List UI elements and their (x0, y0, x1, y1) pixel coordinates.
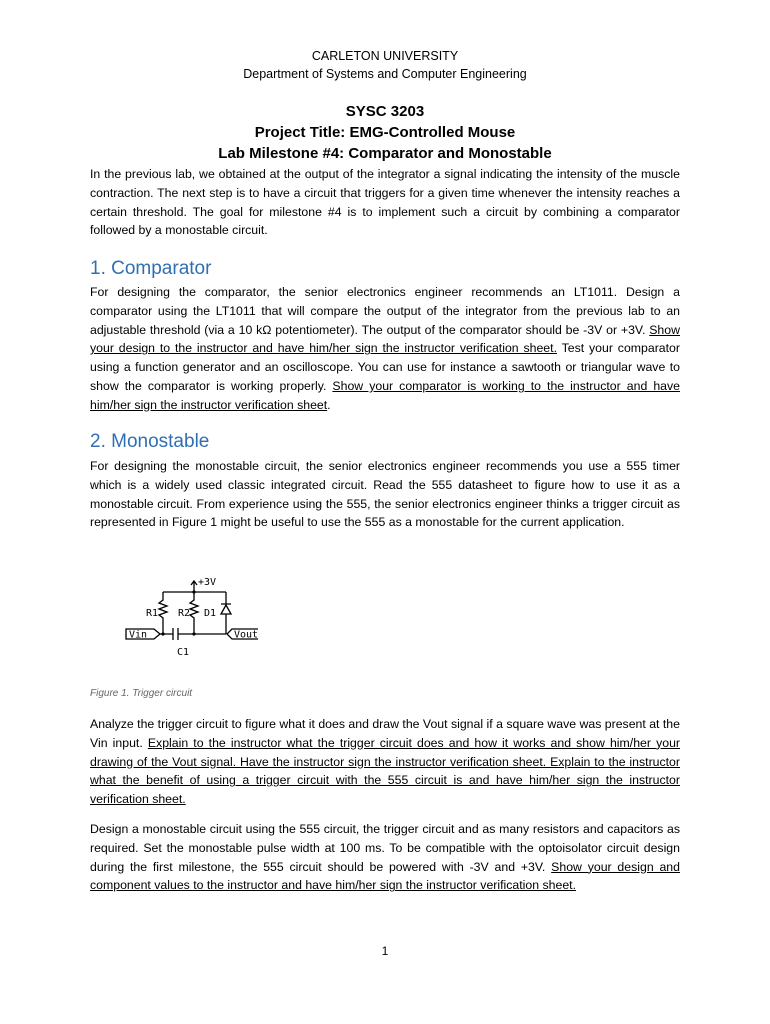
milestone-title: Lab Milestone #4: Comparator and Monostable (218, 145, 552, 162)
comparator-text-2: Test your comparator using a function generator and an oscilloscope. You can use for instance a sawtooth or triangular wave to show the comparator is working properly. (90, 341, 680, 393)
page-number: 1 (381, 944, 389, 958)
intro-paragraph: In the previous lab, we obtained at the output of the integrator a signal indicating the intensity of the muscle contraction. The next step is to have a circuit that triggers for a given time whenever the intensity reaches a certain threshold. The goal for milestone #4 is to implement such a circuit by combining a comparator followed by a monostable circuit. (90, 167, 680, 238)
r1-label: R1 (146, 608, 159, 619)
comparator-instruction-1: Show your design to the instructor and have him/her sign the instructor verification sheet. (90, 322, 680, 356)
comparator-text-1: For designing the comparator, the senior electronics engineer recommends an LT1011. Design a comparator using the LT1011 that will compare the output of the integrator from the previous lab to an adjustable threshold (via a 10 kΩ potentiometer). The output of the comparator should be -3V or +3V. (90, 285, 680, 337)
d1-diode-icon (221, 592, 231, 622)
university-name: CARLETON UNIVERSITY (311, 49, 459, 63)
d1-label: D1 (204, 608, 217, 619)
c1-label: C1 (177, 647, 190, 658)
comparator-paragraph (90, 283, 680, 415)
trigger-circuit-figure (108, 570, 258, 662)
design-instruction: Show your design and component values to the instructor and have him/her sign the instructor verification sheet. (90, 859, 680, 893)
analyze-paragraph (90, 715, 680, 809)
vout-label: Vout (234, 629, 258, 641)
design-text: Design a monostable circuit using the 555 circuit, the trigger circuit and as many resistors and capacitors as required. Set the monostable pulse width at 100 ms. To be compatible with the optoisolator circuit design during the first milestone, the 555 circuit should be powered with -3V and +3V. (90, 822, 680, 874)
course-code: SYSC 3203 (345, 103, 425, 120)
comparator-instruction-2: Show your comparator is working to the instructor and have him/her sign the instructor verification sheet (90, 378, 680, 412)
comparator-text-3: . (327, 397, 331, 412)
section-comparator-heading: 1. Comparator (90, 258, 212, 279)
monostable-paragraph: For designing the monostable circuit, the senior electronics engineer recommends you use a 555 timer which is a widely used classic integrated circuit. Read the 555 datasheet to figure how to use it as a monostable circuit. From experience using the 555, the senior electronics engineer thinks a trigger circuit as represented in Figure 1 might be useful to use the 555 as a monostable for the current application. (90, 459, 680, 530)
r1-resistor-icon (159, 592, 167, 634)
project-title: Project Title: EMG-Controlled Mouse (254, 124, 516, 141)
design-paragraph (90, 820, 680, 895)
r2-resistor-icon (190, 592, 198, 634)
section-monostable-heading: 2. Monostable (90, 431, 210, 452)
supply-label: +3V (198, 577, 217, 588)
vin-label: Vin (129, 629, 148, 641)
figure-caption: Figure 1. Trigger circuit (90, 688, 193, 699)
c1-capacitor-icon (163, 628, 194, 640)
r2-label: R2 (178, 608, 191, 619)
analyze-text: Analyze the trigger circuit to figure what it does and draw the Vout signal if a square wave was present at the Vin input. (90, 717, 680, 750)
supply-arrow-icon (191, 581, 197, 590)
analyze-instruction: Explain to the instructor what the trigger circuit does and how it works and show him/her your drawing of the Vout signal. Have the instructor sign the instructor verification sheet. Explain to the instructor what the benefit of using a trigger circuit with the 555 circuit is and have him/her sign the instructor verification sheet. (90, 735, 680, 807)
department-name: Department of Systems and Computer Engineering (243, 67, 527, 81)
